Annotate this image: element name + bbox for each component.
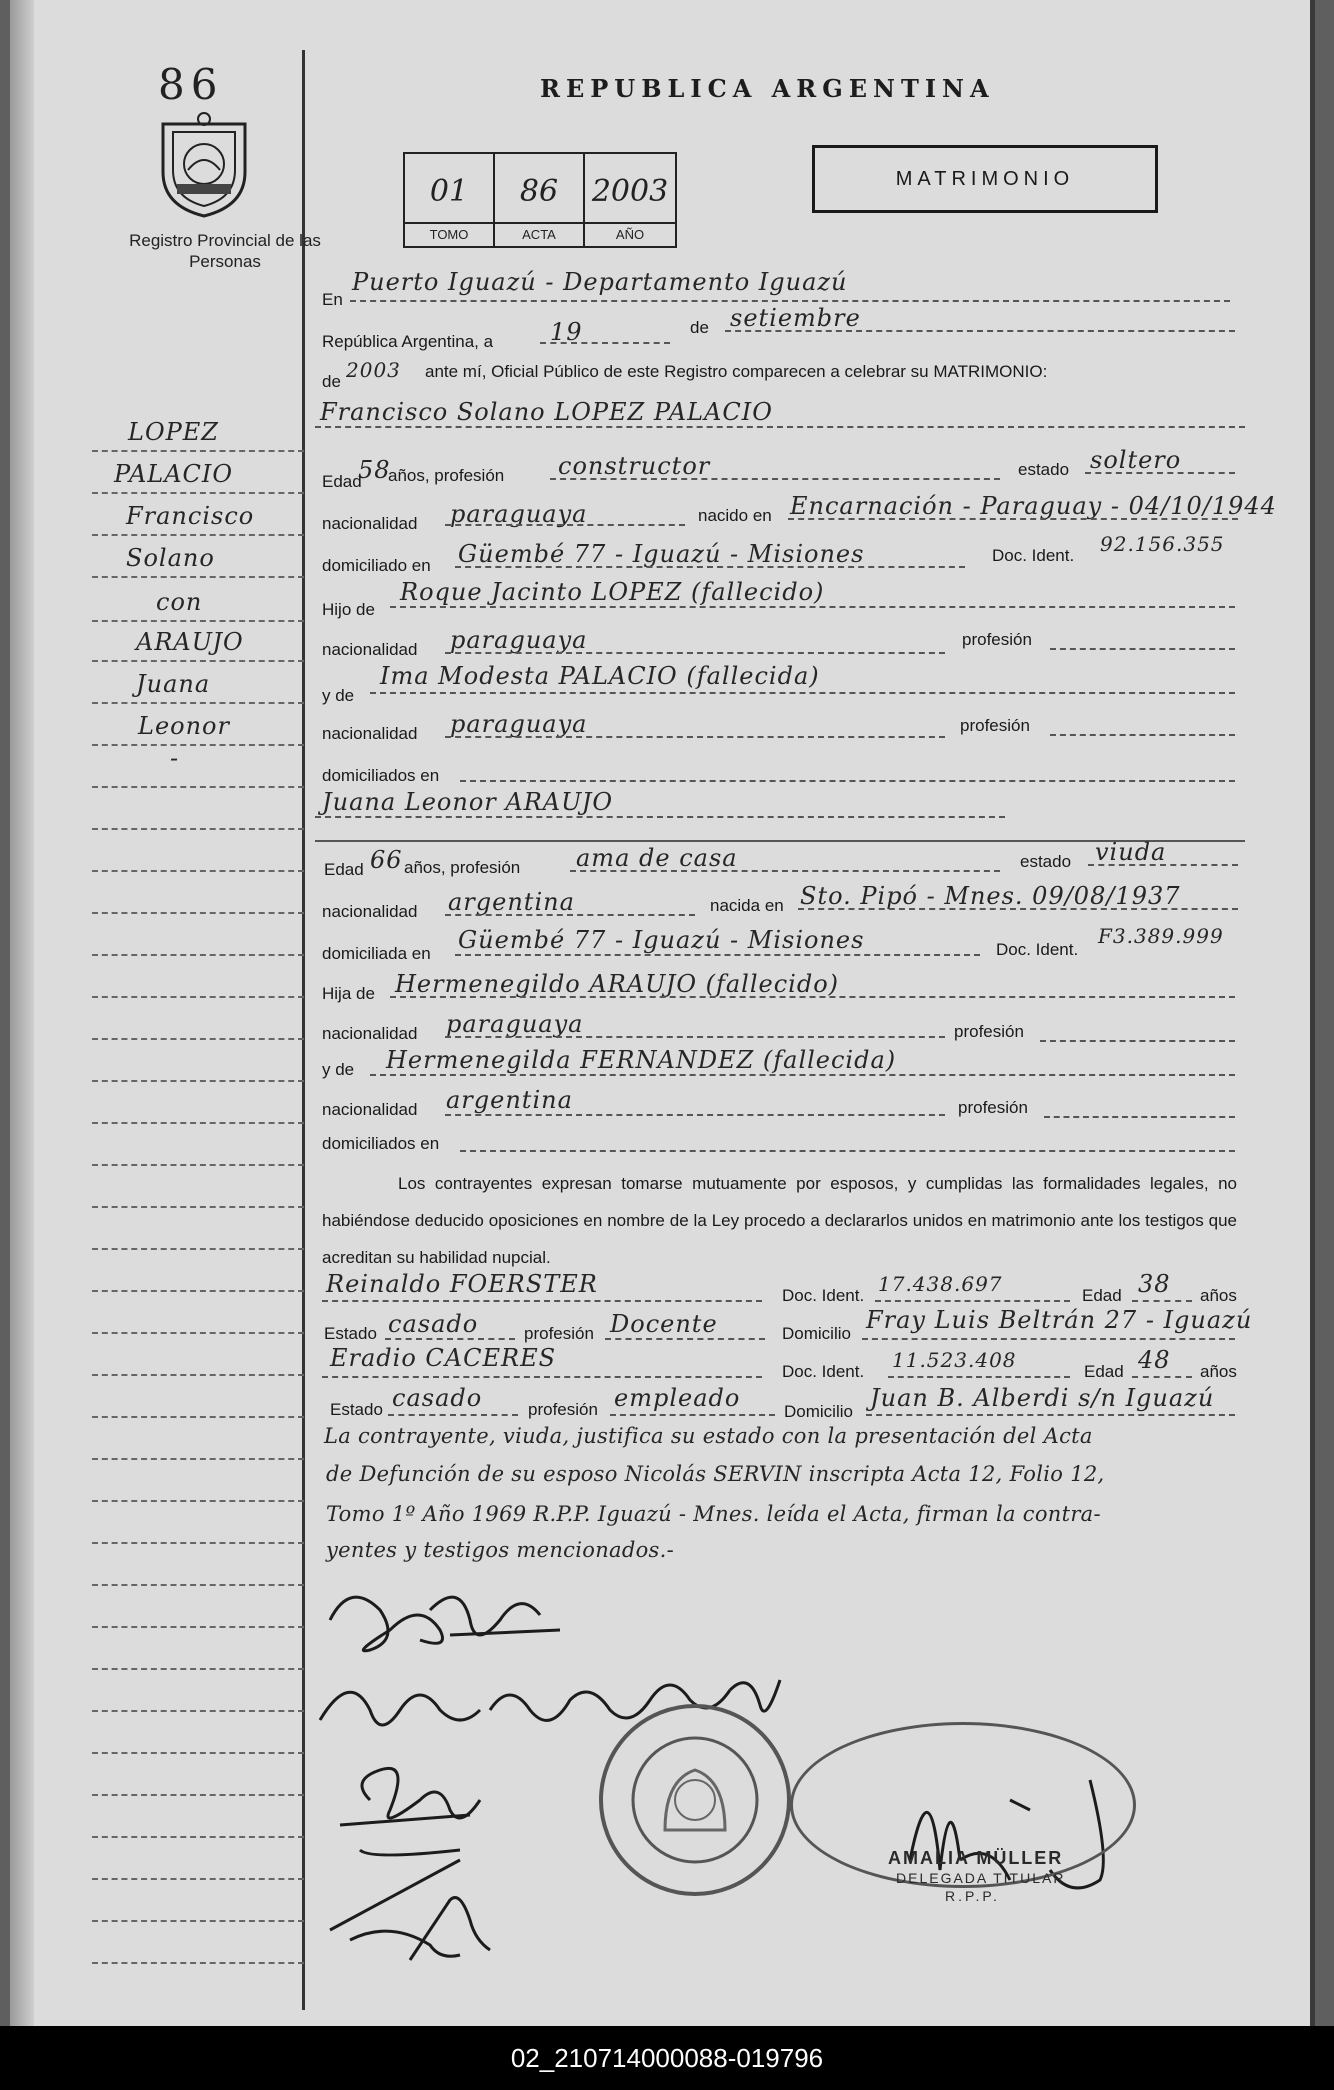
place-value: Puerto Iguazú - Departamento Iguazú bbox=[352, 268, 848, 296]
groom-hijo-label: Hijo de bbox=[322, 600, 375, 619]
groom-status: soltero bbox=[1090, 446, 1182, 474]
fill-line bbox=[875, 1300, 1070, 1302]
round-stamp bbox=[595, 1700, 795, 1900]
groom-father-prof-label: profesión bbox=[962, 630, 1032, 649]
margin-line bbox=[92, 954, 304, 956]
bride-father-nat: paraguaya bbox=[446, 1010, 584, 1038]
margin-name-2: PALACIO bbox=[114, 460, 234, 488]
margin-line bbox=[92, 1374, 304, 1376]
margin-name-4: Solano bbox=[126, 544, 215, 572]
bride-doc-label: Doc. Ident. bbox=[996, 940, 1079, 959]
groom-estado-label: estado bbox=[1018, 460, 1070, 479]
bride-father: Hermenegildo ARAUJO (fallecido) bbox=[395, 970, 840, 998]
fill-line bbox=[350, 300, 1230, 302]
groom-edad-label: Edad bbox=[322, 472, 362, 491]
fill-line bbox=[390, 606, 1235, 608]
margin-line bbox=[92, 1752, 304, 1754]
margin-line bbox=[92, 1416, 304, 1418]
fill-line bbox=[445, 652, 945, 654]
fill-line bbox=[550, 478, 1000, 480]
bride-birth: Sto. Pipó - Mnes. 09/08/1937 bbox=[800, 882, 1181, 910]
witness1-status: casado bbox=[388, 1310, 479, 1338]
bride-father-nat-label: nacionalidad bbox=[322, 1024, 418, 1043]
margin-line bbox=[92, 744, 304, 746]
republica-label: República Argentina, a bbox=[322, 332, 494, 351]
margin-line bbox=[92, 534, 304, 536]
margin-line bbox=[92, 1836, 304, 1838]
tomo-cell bbox=[405, 154, 495, 246]
fill-line bbox=[866, 1414, 1235, 1416]
margin-line bbox=[92, 1038, 304, 1040]
bride-domiciliados-label: domiciliados en bbox=[322, 1134, 440, 1153]
witness1-edad-label: Edad bbox=[1082, 1286, 1122, 1305]
groom-doc: 92.156.355 bbox=[1100, 532, 1225, 556]
note-line-1: La contrayente, viuda, justifica su estado con la presentación del Acta bbox=[324, 1424, 1093, 1448]
fill-line bbox=[445, 524, 685, 526]
witness1-doc-label: Doc. Ident. bbox=[782, 1286, 865, 1305]
page-binding bbox=[10, 0, 34, 2026]
fill-line bbox=[570, 870, 1000, 872]
fill-line bbox=[322, 1300, 762, 1302]
note-line-4: yentes y testigos mencionados.- bbox=[326, 1538, 674, 1562]
day-value: 19 bbox=[550, 318, 583, 346]
groom-yde-label: y de bbox=[322, 686, 355, 705]
margin-line bbox=[92, 702, 304, 704]
year-de-label: de bbox=[322, 372, 341, 391]
tomo-value: 01 bbox=[429, 174, 469, 209]
official-title: DELEGADA TITULAR bbox=[896, 1870, 1066, 1886]
groom-domiciliados-label: domiciliados en bbox=[322, 766, 440, 785]
groom-age: 58 bbox=[358, 456, 391, 484]
margin-line bbox=[92, 1122, 304, 1124]
witness2-estado-label: Estado bbox=[330, 1400, 383, 1419]
witness-signature bbox=[340, 1768, 480, 1855]
note-line-2: de Defunción de su esposo Nicolás SERVIN inscripta Acta 12, Folio 12, bbox=[326, 1462, 1105, 1486]
groom-birth: Encarnación - Paraguay - 04/10/1944 bbox=[790, 492, 1277, 520]
fill-line bbox=[445, 736, 945, 738]
official-office: R.P.P. bbox=[945, 1888, 1000, 1904]
margin-line bbox=[92, 1710, 304, 1712]
groom-nationality: paraguaya bbox=[450, 500, 588, 528]
margin-line bbox=[92, 1164, 304, 1166]
groom-father-nat: paraguaya bbox=[450, 626, 588, 654]
bride-full-name: Juana Leonor ARAUJO bbox=[322, 788, 613, 816]
margin-line bbox=[92, 912, 304, 914]
note-line-3: Tomo 1º Año 1969 R.P.P. Iguazú - Mnes. leída el Acta, firman la contra- bbox=[326, 1502, 1101, 1526]
fill-line bbox=[1040, 1040, 1235, 1042]
fill-line bbox=[445, 1114, 945, 1116]
month-value: setiembre bbox=[730, 304, 861, 332]
groom-full-name: Francisco Solano LOPEZ PALACIO bbox=[320, 398, 773, 426]
fill-line bbox=[315, 426, 1245, 428]
bride-anos-profesion-label: años, profesión bbox=[404, 858, 521, 877]
witness2-age: 48 bbox=[1138, 1346, 1171, 1374]
margin-name-7: Juana bbox=[136, 670, 211, 698]
fill-line bbox=[370, 692, 1235, 694]
margin-line bbox=[92, 620, 304, 622]
margin-line bbox=[92, 1962, 304, 1964]
fill-line bbox=[1050, 648, 1235, 650]
groom-father: Roque Jacinto LOPEZ (fallecido) bbox=[400, 578, 825, 606]
ano-cell bbox=[585, 154, 675, 246]
en-label: En bbox=[322, 290, 343, 309]
witness2-domicilio-label: Domicilio bbox=[784, 1402, 853, 1421]
bride-doc: F3.389.999 bbox=[1098, 924, 1224, 948]
margin-line bbox=[92, 996, 304, 998]
acta-label: ACTA bbox=[495, 222, 583, 246]
fill-line bbox=[725, 330, 1235, 332]
fill-line bbox=[862, 1338, 1235, 1340]
statement: ante mí, Oficial Público de este Registro comparecen a celebrar su MATRIMONIO: bbox=[425, 362, 1048, 381]
groom-nacido-label: nacido en bbox=[698, 506, 772, 525]
fill-line bbox=[445, 1036, 945, 1038]
bride-address: Güembé 77 - Iguazú - Misiones bbox=[458, 926, 865, 954]
fill-line bbox=[1132, 1300, 1192, 1302]
declaration-paragraph: Los contrayentes expresan tomarse mutuamente por esposos, y cumplidas las formalidades legales, no habiéndose deducido oposiciones en nombre de la Ley procedo a declararlos unidos en matrimonio ante los testigos que acreditan su habilidad nupcial. bbox=[322, 1174, 1237, 1267]
margin-name-3: Francisco bbox=[126, 502, 255, 530]
page-edge bbox=[1310, 0, 1315, 2026]
bride-mother-prof-label: profesión bbox=[958, 1098, 1028, 1117]
bride-estado-label: estado bbox=[1020, 852, 1072, 871]
bride-nationality: argentina bbox=[448, 888, 575, 916]
record-number-box bbox=[403, 152, 677, 248]
margin-line bbox=[92, 660, 304, 662]
document-sheet bbox=[10, 0, 1315, 2026]
witness1-name: Reinaldo FOERSTER bbox=[326, 1270, 598, 1298]
fill-line bbox=[1085, 472, 1235, 474]
margin-line bbox=[92, 1290, 304, 1292]
witness2-profession: empleado bbox=[614, 1384, 741, 1412]
fill-line bbox=[540, 342, 670, 344]
fill-line bbox=[388, 1414, 518, 1416]
witness2-doc-label: Doc. Ident. bbox=[782, 1362, 865, 1381]
fill-line bbox=[315, 816, 1005, 818]
margin-line bbox=[92, 1206, 304, 1208]
ano-label: AÑO bbox=[585, 222, 675, 246]
margin-line bbox=[92, 828, 304, 830]
groom-profession: constructor bbox=[558, 452, 711, 480]
provincial-seal-icon bbox=[155, 110, 253, 218]
bride-nacionalidad-label: nacionalidad bbox=[322, 902, 418, 921]
document-id-footer: 02_210714000088-019796 bbox=[0, 2026, 1334, 2090]
margin-line bbox=[92, 1458, 304, 1460]
witness2-profesion-label: profesión bbox=[528, 1400, 598, 1419]
margin-line bbox=[92, 450, 304, 452]
witness1-anos-label: años bbox=[1200, 1286, 1237, 1305]
fill-line bbox=[1050, 734, 1235, 736]
margin-line bbox=[92, 1332, 304, 1334]
month-de-label: de bbox=[690, 318, 709, 337]
bride-domiciliada-label: domiciliada en bbox=[322, 944, 431, 963]
witness1-age: 38 bbox=[1138, 1270, 1171, 1298]
groom-signature bbox=[330, 1597, 560, 1651]
margin-line bbox=[92, 1794, 304, 1796]
fill-line bbox=[888, 1376, 1070, 1378]
witness2-doc: 11.523.408 bbox=[892, 1348, 1017, 1372]
groom-mother-prof-label: profesión bbox=[960, 716, 1030, 735]
page-number: 86 bbox=[158, 60, 224, 109]
margin-name-6: ARAUJO bbox=[136, 628, 244, 656]
fill-line bbox=[385, 1338, 515, 1340]
acta-value: 86 bbox=[519, 174, 559, 209]
signatures-area bbox=[310, 1560, 1290, 1980]
ano-value: 2003 bbox=[591, 174, 669, 209]
margin-line bbox=[92, 576, 304, 578]
witness1-domicilio-label: Domicilio bbox=[782, 1324, 851, 1343]
bride-age: 66 bbox=[370, 846, 403, 874]
margin-line bbox=[92, 1500, 304, 1502]
margin-line bbox=[92, 786, 304, 788]
witness1-address: Fray Luis Beltrán 27 - Iguazú bbox=[866, 1306, 1253, 1334]
year-value: 2003 bbox=[346, 358, 401, 382]
fill-line bbox=[455, 566, 965, 568]
fill-line bbox=[455, 954, 980, 956]
fill-line bbox=[610, 1414, 775, 1416]
margin-line bbox=[92, 492, 304, 494]
margin-line bbox=[92, 1668, 304, 1670]
bride-yde-label: y de bbox=[322, 1060, 355, 1079]
fill-line bbox=[322, 1376, 762, 1378]
bride-edad-label: Edad bbox=[324, 860, 364, 879]
fill-line bbox=[1132, 1376, 1192, 1378]
margin-line bbox=[92, 1626, 304, 1628]
registry-name: Registro Provincial de las Personas bbox=[129, 231, 321, 271]
witness1-doc: 17.438.697 bbox=[878, 1272, 1003, 1296]
bride-status: viuda bbox=[1095, 838, 1167, 866]
fill-line bbox=[1044, 1116, 1235, 1118]
margin-line bbox=[92, 1542, 304, 1544]
tomo-label: TOMO bbox=[405, 222, 493, 246]
groom-doc-label: Doc. Ident. bbox=[992, 546, 1075, 565]
bride-father-prof-label: profesión bbox=[954, 1022, 1024, 1041]
bride-mother: Hermenegilda FERNANDEZ (fallecida) bbox=[386, 1046, 897, 1074]
witness2-name: Eradio CACERES bbox=[330, 1344, 557, 1372]
groom-nacionalidad-label: nacionalidad bbox=[322, 514, 418, 533]
margin-line bbox=[92, 1248, 304, 1250]
bride-nacida-label: nacida en bbox=[710, 896, 784, 915]
fill-line bbox=[798, 908, 1238, 910]
fill-line bbox=[460, 780, 1235, 782]
groom-mother: Ima Modesta PALACIO (fallecida) bbox=[380, 662, 820, 690]
margin-divider-line bbox=[302, 50, 305, 2010]
bride-mother-nat-label: nacionalidad bbox=[322, 1100, 418, 1119]
fill-line bbox=[370, 1074, 1235, 1076]
fill-line bbox=[445, 914, 695, 916]
margin-name-5: con bbox=[156, 588, 203, 616]
margin-line bbox=[92, 1584, 304, 1586]
margin-line bbox=[92, 1878, 304, 1880]
fill-line bbox=[460, 1150, 1235, 1152]
margin-name-8: Leonor bbox=[138, 712, 230, 740]
witness2-signature bbox=[330, 1860, 490, 1960]
official-name: AMALIA MÜLLER bbox=[888, 1848, 1064, 1868]
groom-mother-nat-label: nacionalidad bbox=[322, 724, 418, 743]
witness2-anos-label: años bbox=[1200, 1362, 1237, 1381]
bride-hija-label: Hija de bbox=[322, 984, 375, 1003]
acta-cell bbox=[495, 154, 585, 246]
margin-line bbox=[92, 1920, 304, 1922]
bride-profession: ama de casa bbox=[576, 844, 738, 872]
witness1-profesion-label: profesión bbox=[524, 1324, 594, 1343]
bride-mother-nat: argentina bbox=[446, 1086, 573, 1114]
groom-anos-profesion-label: años, profesión bbox=[388, 466, 505, 485]
groom-address: Güembé 77 - Iguazú - Misiones bbox=[458, 540, 865, 568]
witness1-profession: Docente bbox=[610, 1310, 718, 1338]
witness2-address: Juan B. Alberdi s/n Iguazú bbox=[870, 1384, 1215, 1412]
groom-mother-nat: paraguaya bbox=[450, 710, 588, 738]
fill-line bbox=[1088, 864, 1238, 866]
groom-father-nat-label: nacionalidad bbox=[322, 640, 418, 659]
witness2-status: casado bbox=[392, 1384, 483, 1412]
country-title: REPUBLICA ARGENTINA bbox=[540, 74, 995, 103]
fill-line bbox=[605, 1338, 765, 1340]
margin-name-9: - bbox=[170, 744, 180, 772]
groom-domiciliado-label: domiciliado en bbox=[322, 556, 431, 575]
witness1-estado-label: Estado bbox=[324, 1324, 377, 1343]
record-type-box: MATRIMONIO bbox=[812, 145, 1158, 213]
margin-line bbox=[92, 1080, 304, 1082]
margin-name-1: LOPEZ bbox=[128, 418, 219, 446]
witness2-edad-label: Edad bbox=[1084, 1362, 1124, 1381]
fill-line bbox=[390, 996, 1235, 998]
margin-line bbox=[92, 870, 304, 872]
fill-line bbox=[788, 518, 1238, 520]
